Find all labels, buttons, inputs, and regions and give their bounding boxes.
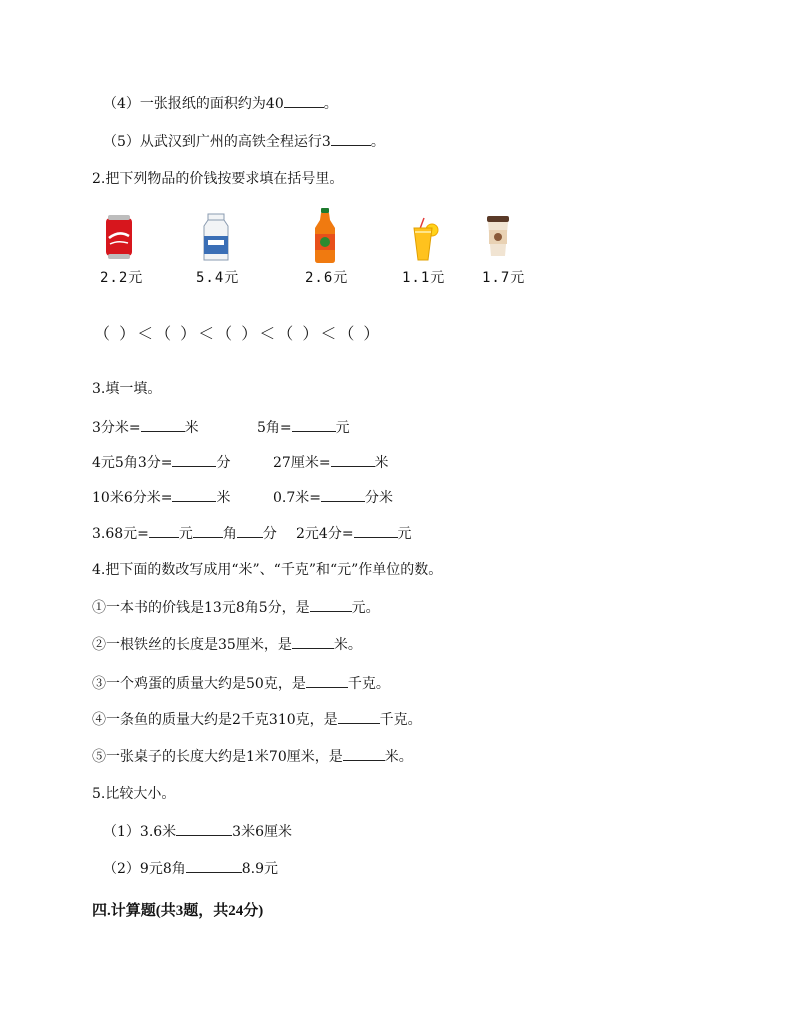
- answer-blank[interactable]: [193, 523, 223, 538]
- price-coffee: 1.7元: [482, 270, 526, 286]
- q3-row-1: 3分米= 米: [92, 417, 199, 438]
- q5-title: 5.比较大小。: [92, 786, 176, 802]
- answer-blank[interactable]: [292, 417, 336, 432]
- q3-row-2-b: 27厘米= 米: [273, 452, 389, 473]
- q5-item-2: （2）9元8角 8.9元: [103, 858, 278, 879]
- q3-title: 3.填一填。: [92, 381, 162, 397]
- compare-row[interactable]: （ ）＜（ ）＜（ ）＜（ ）＜（ ）: [94, 324, 382, 343]
- answer-blank[interactable]: [172, 452, 216, 467]
- q3-row-3: 10米6分米= 米: [92, 487, 230, 508]
- orange-soda-bottle-icon: [312, 208, 338, 264]
- q4-item-3: ③一个鸡蛋的质量大约是50克，是 千克。: [92, 673, 390, 694]
- q1-item-5-text: （5）从武汉到广州的高铁全程运行3: [103, 134, 331, 150]
- q1-item-5: （5）从武汉到广州的高铁全程运行3 。: [103, 131, 385, 152]
- answer-blank[interactable]: [354, 523, 398, 538]
- milk-carton-icon: [202, 212, 230, 262]
- answer-blank[interactable]: [186, 858, 242, 873]
- q1-item-4: （4）一张报纸的面积约为40 。: [103, 93, 338, 114]
- answer-blank[interactable]: [343, 746, 385, 761]
- q3-row-2: 4元5角3分= 分: [92, 452, 230, 473]
- answer-blank[interactable]: [141, 417, 185, 432]
- q5-item-1: （1）3.6米 3米6厘米: [103, 821, 292, 842]
- answer-blank[interactable]: [292, 634, 334, 649]
- q3-row-3-b: 0.7米= 分米: [273, 487, 393, 508]
- juice-glass-icon: [408, 216, 440, 262]
- answer-blank[interactable]: [149, 523, 179, 538]
- q4-title: 4.把下面的数改写成用“米”、“千克”和“元”作单位的数。: [92, 562, 443, 578]
- q4-item-1: ①一本书的价钱是13元8角5分，是 元。: [92, 597, 380, 618]
- answer-blank[interactable]: [321, 487, 365, 502]
- price-orange-soda: 2.6元: [305, 270, 349, 286]
- q3-row-4-b: 2元4分= 元: [296, 523, 412, 544]
- price-milk: 5.4元: [196, 270, 240, 286]
- cola-can-icon: [104, 214, 134, 260]
- q3-row-1-b: 5角= 元: [257, 417, 350, 438]
- q3-row-4: 3.68元= 元 角 分: [92, 523, 277, 544]
- section-4-title: 四.计算题(共3题，共24分): [92, 903, 264, 919]
- price-juice: 1.1元: [402, 270, 446, 286]
- q1-item-4-text: （4）一张报纸的面积约为40: [103, 96, 284, 112]
- answer-blank[interactable]: [331, 452, 375, 467]
- answer-blank[interactable]: [331, 131, 371, 146]
- q4-item-2: ②一根铁丝的长度是35厘米，是 米。: [92, 634, 362, 655]
- answer-blank[interactable]: [284, 93, 324, 108]
- q4-item-4: ④一条鱼的质量大约是2千克310克，是 千克。: [92, 709, 422, 730]
- price-cola: 2.2元: [100, 270, 144, 286]
- answer-blank[interactable]: [306, 673, 348, 688]
- q4-item-5: ⑤一张桌子的长度大约是1米70厘米，是 米。: [92, 746, 413, 767]
- coffee-cup-icon: [485, 214, 511, 258]
- answer-blank[interactable]: [176, 821, 232, 836]
- answer-blank[interactable]: [338, 709, 380, 724]
- answer-blank[interactable]: [172, 487, 216, 502]
- q2-title: 2.把下列物品的价钱按要求填在括号里。: [92, 171, 344, 187]
- answer-blank[interactable]: [237, 523, 263, 538]
- answer-blank[interactable]: [310, 597, 352, 612]
